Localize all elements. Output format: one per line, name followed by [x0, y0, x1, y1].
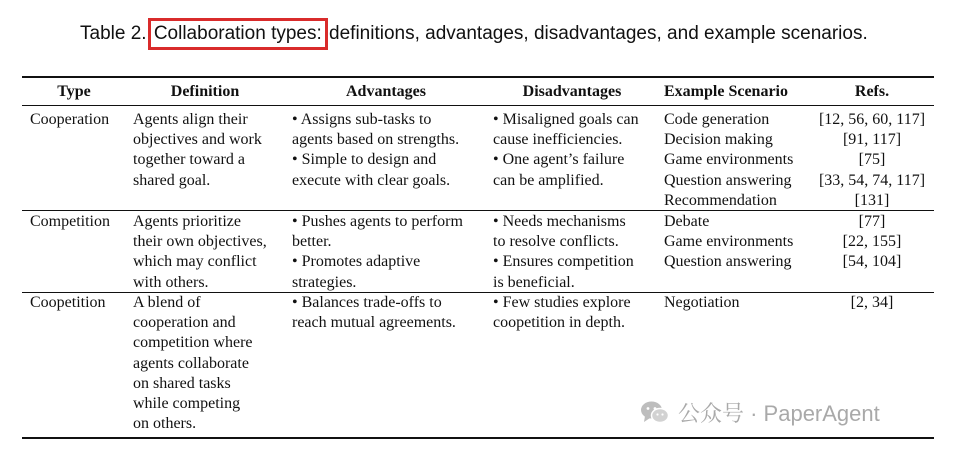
cell-line: Game environments [664, 233, 794, 251]
header-disadvantages: Disadvantages [522, 83, 622, 100]
cell-refs [812, 212, 932, 273]
cell-line: objectives and work [133, 131, 262, 149]
cell-line: while competing [133, 395, 241, 413]
cell-line: can be amplified. [493, 171, 604, 189]
header-definition: Definition [170, 83, 240, 100]
cell-line: Agents prioritize [133, 213, 241, 230]
cell-line: A blend of [133, 294, 201, 311]
cell-line: [33, 54, 74, 117] [818, 171, 926, 189]
cell-advantages [292, 110, 459, 191]
cell-type: Cooperation [30, 111, 110, 128]
cell-line: [77] [858, 213, 886, 230]
header-advantages: Advantages [345, 83, 426, 100]
cell-line: cooperation and [133, 314, 236, 332]
cell-line: which may conflict [133, 253, 257, 271]
cell-scenarios [664, 293, 740, 313]
watermark-text: 公众号 · PaperAgent [678, 401, 880, 426]
cell-definition [133, 212, 267, 293]
cell-refs [812, 293, 932, 313]
cell-advantages [292, 212, 463, 293]
cell-line: • Balances trade-offs to [292, 294, 442, 311]
cell-line: Recommendation [664, 191, 777, 209]
cell-disadvantages [493, 293, 631, 333]
cell-line: Negotiation [664, 294, 740, 311]
cell-type: Competition [30, 213, 110, 230]
cell-line: • Promotes adaptive [292, 253, 421, 271]
cell-line: agents based on strengths. [292, 131, 460, 149]
cell-line: together toward a [133, 151, 245, 169]
row-separator [22, 210, 934, 211]
cell-line: their own objectives, [133, 233, 267, 251]
cell-line: agents collaborate [133, 354, 249, 372]
cell-line: strategies. [292, 273, 357, 291]
cell-line: to resolve conflicts. [493, 233, 619, 251]
cell-line: with others. [133, 273, 209, 291]
cell-scenarios [664, 212, 793, 273]
cell-line: • Ensures competition [493, 253, 634, 271]
header-example-scenario: Example Scenario [664, 83, 788, 100]
cell-line: execute with clear goals. [292, 171, 451, 189]
table-caption [80, 22, 868, 46]
cell-line: on others. [133, 415, 197, 433]
cell-line: Question answering [664, 253, 792, 271]
cell-line: [54, 104] [842, 253, 902, 271]
caption-prefix: Table 2. [80, 23, 147, 44]
cell-line: reach mutual agreements. [292, 314, 456, 332]
cell-line: competition where [133, 334, 253, 352]
cell-line: Debate [664, 213, 710, 230]
cell-line: [22, 155] [842, 233, 902, 251]
cell-line: [91, 117] [842, 131, 902, 149]
header-refs: Refs. [854, 83, 890, 100]
cell-line: • Pushes agents to perform [292, 213, 463, 230]
cell-definition [133, 110, 262, 191]
cell-line: • Few studies explore [493, 294, 631, 311]
cell-line: • One agent’s failure [493, 151, 625, 169]
cell-line: cause inefficiencies. [493, 131, 623, 149]
cell-line: [75] [858, 151, 886, 169]
cell-line: better. [292, 233, 332, 251]
cell-refs [812, 110, 932, 211]
cell-line: [2, 34] [850, 294, 894, 311]
cell-line: Question answering [664, 171, 792, 189]
cell-line: • Simple to design and [292, 151, 437, 169]
cell-line: is beneficial. [493, 273, 575, 291]
cell-definition [133, 293, 253, 434]
wechat-icon [640, 400, 670, 426]
cell-type: Coopetition [30, 294, 106, 311]
header-type: Type [57, 83, 91, 100]
cell-disadvantages [493, 212, 634, 293]
cell-line: • Misaligned goals can [493, 111, 639, 128]
cell-line: Decision making [664, 131, 773, 149]
cell-line: • Needs mechanisms [493, 213, 626, 230]
top-rule [22, 76, 934, 78]
caption-rest: definitions, advantages, disadvantages, and example scenarios. [329, 23, 868, 44]
cell-line: coopetition in depth. [493, 314, 625, 332]
cell-line: Game environments [664, 151, 794, 169]
cell-line: [131] [854, 191, 890, 209]
cell-line: Agents align their [133, 111, 248, 128]
cell-line: on shared tasks [133, 374, 231, 392]
cell-line: [12, 56, 60, 117] [818, 111, 926, 128]
cell-line: • Assigns sub-tasks to [292, 111, 432, 128]
cell-line: Code generation [664, 111, 770, 128]
cell-disadvantages [493, 110, 639, 191]
bottom-rule [22, 437, 934, 439]
caption-highlight: Collaboration types: [153, 23, 322, 44]
watermark [640, 397, 880, 428]
cell-advantages [292, 293, 456, 333]
header-rule [22, 105, 934, 106]
cell-scenarios [664, 110, 793, 211]
cell-line: shared goal. [133, 171, 211, 189]
